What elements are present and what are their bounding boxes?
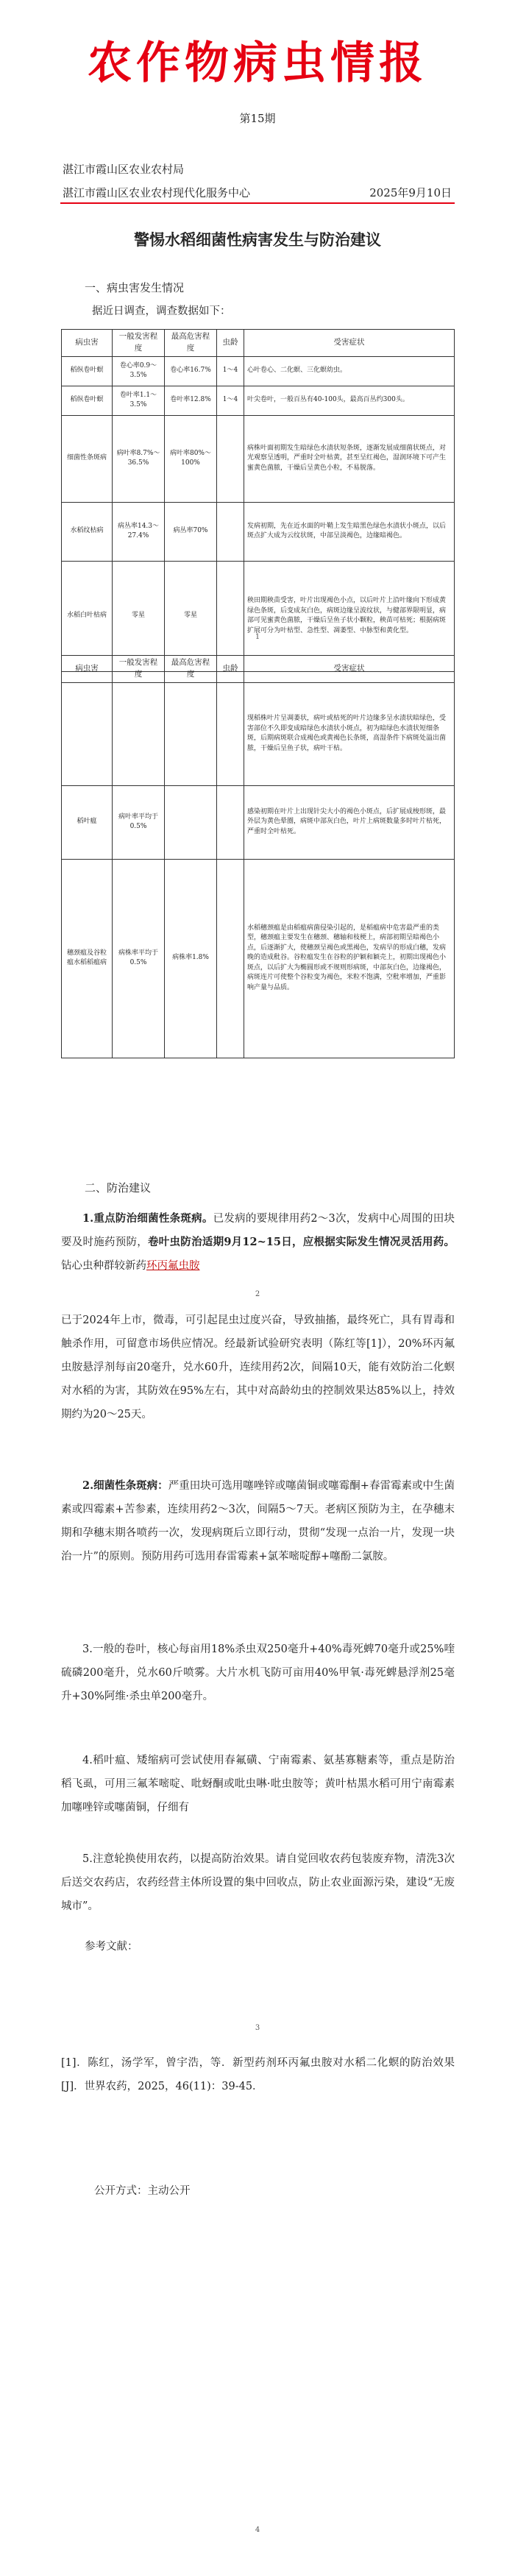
- recommendation-4: 4.稻叶瘟、矮缩病可尝试使用春氟磺、宁南霉素、氨基寡糖素等，重点是防治稻飞虱，可用三氟苯嘧啶、吡蚜酮或吡虫啉·吡虫胺等；黄叶枯黑水稻可用宁南霉素加噻唑锌或噻菌铜，仔细有: [61, 1755, 455, 1814]
- col-general: 一般发害程度: [113, 656, 165, 683]
- table-cell: 病株率1.8%: [165, 859, 217, 1058]
- table-cell: 1～4: [217, 356, 244, 386]
- table-cell: 水稻穗颈瘟是由稻瘟病菌侵染引起的，是稻瘟病中危害最严重的类型，穗颈瘟主要发生在穗颈、穗轴和枝梗上，病部初期呈暗褐色小点，后逐渐扩大，使穗颈呈褐色或黑褐色，发病早的形成白穗，发病晚的造成秕谷。谷粒瘟发生在谷粒的护颖和颖壳上，初期出现褐色小斑点，以后扩大为椭圆形或不规则形病斑，中部灰白色，边缘褐色，病斑连片可使整个谷粒变为褐色，米粒不饱满，空秕率增加，严重影响产量与品质。: [244, 859, 455, 1058]
- pesticide-highlight: 环丙氟虫胺: [146, 1260, 200, 1272]
- page-number: 3: [255, 2024, 260, 2032]
- col-general: 一般发害程度: [113, 330, 165, 357]
- recommendation-1: [61, 1207, 455, 1278]
- issuing-department: 湛江市霞山区农业农村局: [63, 163, 185, 176]
- table-cell: 水稻纹枯病: [62, 502, 113, 561]
- table-row: [62, 386, 455, 415]
- table-cell: 稻纵卷叶螟: [62, 356, 113, 386]
- table-cell: 卷心率16.7%: [165, 356, 217, 386]
- table-cell: [165, 682, 217, 785]
- table-cell: [113, 682, 165, 785]
- recommendation-2-lead: 2.细菌性条斑病：: [82, 1479, 168, 1492]
- issue-number: 第15期: [239, 112, 276, 125]
- table-cell: [217, 682, 244, 785]
- section-heading-1: 一、病虫害发生情况: [85, 281, 185, 294]
- recommendation-1-timing: 卷叶虫防治适期9月12~15日，应根据实际发生情况灵活用药。: [148, 1236, 455, 1248]
- table-cell: 水稻白叶枯病: [62, 561, 113, 671]
- table-row: [62, 859, 455, 1058]
- reference-item: [1]．陈红，汤学军，曾宇浩，等．新型药剂环丙氟虫胺对水稻二化螟的防治效果[J]．世界农药，2025，46(11)：39-45．: [61, 2057, 455, 2092]
- table-cell: 病丛率70%: [165, 502, 217, 561]
- table-cell: 秧田期秧苗受害，叶片出现褐色小点，以后叶片上沿叶缘向下形成黄绿色条斑，后变成灰白色，病斑边缘呈波纹状，与健部界限明显，病部可见蜜黄色菌脓，干燥后呈鱼子状小颗粒，秧苗可枯死；根据病斑扩展可分为叶枯型、急性型、凋萎型、中脉型和黄化型。: [244, 561, 455, 671]
- col-instar: 虫龄: [217, 656, 244, 683]
- section-heading-2: 二、防治建议: [85, 1181, 152, 1195]
- table-cell: 卷心率0.9～3.5%: [113, 356, 165, 386]
- table-cell: 病丛率14.3～27.4%: [113, 502, 165, 561]
- table-cell: 病株叶面初期发生暗绿色水渍状短条斑，逐渐发展成细菌状斑点，对光观察呈透明，严重时全叶枯黄，甚至呈红褐色，湿润环境下可产生蜜黄色菌脓，干燥后呈黄色小粒，不易脱落。: [244, 415, 455, 502]
- table-cell: 现稻株叶片呈凋萎状，病叶或枯死的叶片边缘多呈水渍状暗绿色，受害部位不久即变成暗绿色水渍状小斑点，初为暗绿色水渍状短细条斑，后期病斑联合成褐色或黄褐色长条斑，高湿条件下病斑处溢出菌脓，干燥后呈鱼子状，病叶干枯。: [244, 682, 455, 785]
- recommendation-5: 5.注意轮换使用农药，以提高防治效果。请自觉回收农药包装废弃物，清洗3次后送交农药店，农药经营主体所设置的集中回收点，防止农业面源污染，建设“无废城市”。: [61, 1853, 455, 1912]
- table-row: [62, 682, 455, 785]
- col-max: 最高危害程度: [165, 656, 217, 683]
- table-cell: 病叶率80%～100%: [165, 415, 217, 502]
- table-cell: 零星: [113, 561, 165, 671]
- table-cell: 病株率平均于0.5%: [113, 859, 165, 1058]
- table-header-row: [62, 656, 455, 683]
- table-cell: 心叶卷心、二化螟、三化螟幼虫。: [244, 356, 455, 386]
- table-cell: 卷叶率1.1～3.5%: [113, 386, 165, 415]
- col-max: 最高危害程度: [165, 330, 217, 357]
- table-cell: 穗颈瘟及谷粒瘟水稻稻瘟病: [62, 859, 113, 1058]
- recommendation-1-text: 已发病的要规律用药2～3次，发病中心周围的田块要及时施药预防，: [61, 1213, 455, 1248]
- table-cell: 细菌性条斑病: [62, 415, 113, 502]
- recommendation-1-lead: 1.重点防治细菌性条斑病。: [82, 1212, 213, 1225]
- table-cell: 1～4: [217, 386, 244, 415]
- table-header-row: [62, 330, 455, 357]
- header-divider: [60, 202, 455, 204]
- col-symptom: 受害症状: [244, 656, 455, 683]
- masthead-title: 农作物病虫情报: [88, 38, 427, 89]
- table-cell: 病叶率平均于0.5%: [113, 785, 165, 859]
- table-cell: 零星: [165, 561, 217, 671]
- page-number: 1: [255, 633, 260, 641]
- survey-intro: 据近日调查，调查数据如下：: [92, 305, 231, 317]
- table-cell: 叶尖卷叶，一般百丛有40-100头，最高百丛约300头。: [244, 386, 455, 415]
- page-number: 2: [255, 1290, 260, 1298]
- col-instar: 虫龄: [217, 330, 244, 357]
- recommendation-3: 3.一般的卷叶，核心每亩用18%杀虫双250毫升+40%毒死蜱70毫升或25%喹硫磷200毫升，兑水60斤喷雾。大片水机飞防可亩用40%甲氧·毒死蜱悬浮剂25毫升+30%阿维·杀虫单200毫升。: [61, 1643, 455, 1702]
- table-cell: 病叶率8.7%～36.5%: [113, 415, 165, 502]
- table-row: [62, 502, 455, 561]
- table-cell: 稻纵卷叶螟: [62, 386, 113, 415]
- table-cell: 稻叶瘟: [62, 785, 113, 859]
- document-title: 警惕水稻细菌性病害发生与防治建议: [134, 230, 381, 249]
- table-cell: 发病初期，先在近水面的叶鞘上发生暗黑色绿色水渍状小斑点，以后斑点扩大成为云纹状斑，中部呈淡褐色，边缘暗褐色。: [244, 502, 455, 561]
- table-cell: 卷叶率12.8%: [165, 386, 217, 415]
- table-row: [62, 415, 455, 502]
- recommendation-1-continued: 已于2024年上市，微毒，可引起昆虫过度兴奋，导致抽搐，最终死亡，具有胃毒和触杀作用，可留意市场供应情况。经最新试验研究表明（陈红等[1]），20%环丙氟虫胺悬浮剂每亩20毫升，兑水60升，连续用药2次，间隔10天，能有效防治二化螟对水稻的为害，其防效在95%左右，其中对高龄幼虫的控制效果达85%以上，持效期约为20～25天。: [61, 1314, 455, 1420]
- table-row: [62, 785, 455, 859]
- table-cell: [217, 502, 244, 561]
- recommendation-2: [61, 1474, 455, 1568]
- table-cell: [165, 785, 217, 859]
- table-cell: [217, 785, 244, 859]
- col-symptom: 受害症状: [244, 330, 455, 357]
- table-cell: [62, 682, 113, 785]
- references-heading: 参考文献：: [85, 1941, 138, 1953]
- col-pest: 病虫害: [62, 330, 113, 357]
- table-row: [62, 356, 455, 386]
- pest-survey-table: [61, 329, 455, 672]
- recommendation-2-text: 严重田块可选用噻唑锌或噻菌铜或噻霉酮+春雷霉素或中生菌素或四霉素+苦参素，连续用药2～3次，间隔5～7天。老病区预防为主，在孕穗末期和孕穗末期各喷药一次，发现病斑后立即行动，贯彻“发现一点治一片，发现一块治一片”的原则。预防用药可选用春雷霉素+氯苯嘧啶醇+噻酚二氯胺。: [61, 1480, 455, 1563]
- recommendation-1-text2: 钻心虫种群较新药: [61, 1260, 146, 1272]
- col-pest: 病虫害: [62, 656, 113, 683]
- table-cell: 感染初期在叶片上出现针尖大小的褐色小斑点，后扩展成梭形斑，最外层为黄色晕圈，病斑中部灰白色，叶片上病斑数量多时叶片枯死，严重时全叶枯死。: [244, 785, 455, 859]
- pest-survey-table-continued: [61, 655, 455, 1058]
- publication-mode: 公开方式：主动公开: [94, 2185, 191, 2197]
- table-cell: [217, 415, 244, 502]
- issue-date: 2025年9月10日: [369, 186, 452, 199]
- table-cell: [217, 859, 244, 1058]
- issuing-center: 湛江市霞山区农业农村现代化服务中心: [63, 186, 251, 199]
- page-number: 4: [255, 2526, 260, 2534]
